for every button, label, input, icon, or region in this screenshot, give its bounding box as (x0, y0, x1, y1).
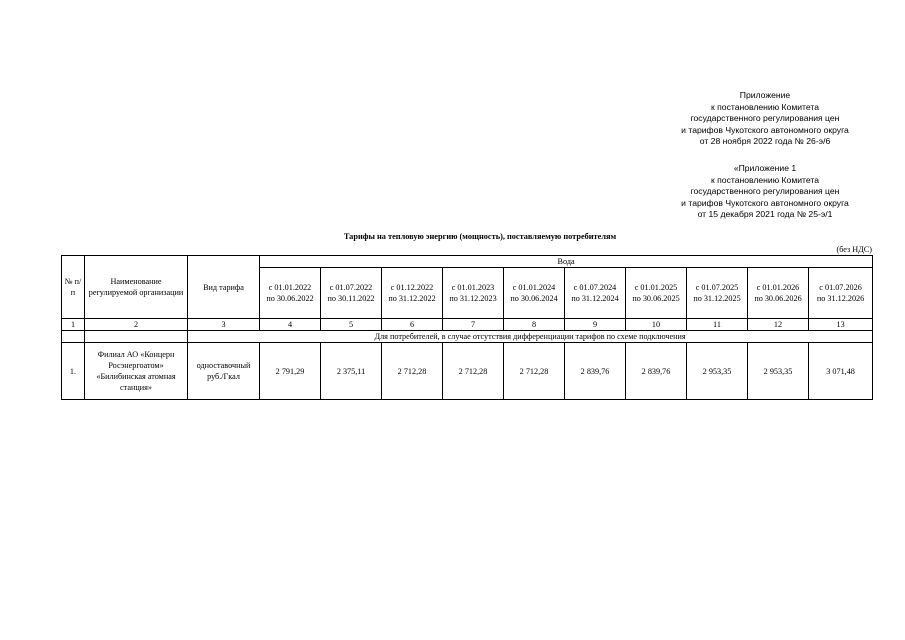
header-period (382, 268, 443, 319)
period-end: по 30.06.2026 (754, 294, 802, 303)
header-period (687, 268, 748, 319)
header-period (260, 268, 321, 319)
tariff-value: 2 712,28 (382, 343, 443, 400)
period-end: по 30.11.2022 (327, 294, 375, 303)
annex-line: «Приложение 1 (733, 163, 797, 173)
period-start: с 01.07.2022 (329, 283, 373, 292)
header-organization: Наименование регулируемой организации (85, 256, 188, 319)
header-period (443, 268, 504, 319)
vat-note: (без НДС) (836, 245, 872, 254)
header-group-water: Вода (260, 256, 873, 268)
column-number: 10 (626, 319, 687, 331)
tariff-value: 2 375,11 (321, 343, 382, 400)
tariff-value: 3 071,48 (809, 343, 873, 400)
subheader-empty-cell (62, 331, 85, 343)
annex-line: государственного регулирования цен (690, 186, 840, 197)
tariff-value: 2 712,28 (443, 343, 504, 400)
period-start: с 01.01.2023 (451, 283, 495, 292)
tariff-value: 2 839,76 (626, 343, 687, 400)
column-number: 12 (748, 319, 809, 331)
column-number: 9 (565, 319, 626, 331)
period-start: с 01.07.2025 (695, 283, 739, 292)
table-row (62, 343, 873, 400)
annex-line: от 28 ноября 2022 года № 26-э/6 (699, 136, 831, 147)
annex-original-block (680, 163, 850, 221)
column-number: 3 (188, 319, 260, 331)
period-start: с 01.07.2024 (573, 283, 617, 292)
annex-line: к постановлению Комитета (710, 101, 819, 112)
tariff-value: 2 791,29 (260, 343, 321, 400)
column-number: 4 (260, 319, 321, 331)
period-end: по 31.12.2022 (388, 294, 436, 303)
document-title: Тарифы на тепловую энергию (мощность), поставляемую потребителям (343, 232, 617, 241)
header-period (504, 268, 565, 319)
column-number: 13 (809, 319, 873, 331)
period-end: по 30.06.2025 (632, 294, 680, 303)
header-period (565, 268, 626, 319)
column-number: 8 (504, 319, 565, 331)
period-end: по 31.12.2023 (449, 294, 497, 303)
period-end: по 31.12.2025 (693, 294, 741, 303)
subheader-consumers: Для потребителей, в случае отсутствия дифференциации тарифов по схеме подключения (188, 331, 873, 343)
annex-line: и тарифов Чукотского автономного округа (681, 197, 849, 208)
annex-line: Приложение (739, 90, 791, 100)
header-tariff-type: Вид тарифа (188, 256, 260, 319)
period-start: с 01.12.2022 (390, 283, 434, 292)
row-tariff-type: одноставочный руб./Гкал (188, 343, 260, 400)
tariff-table (61, 255, 873, 400)
period-start: с 01.07.2026 (819, 283, 862, 292)
tariff-value: 2 839,76 (565, 343, 626, 400)
period-start: с 01.01.2026 (756, 283, 800, 292)
annex-line: и тарифов Чукотского автономного округа (681, 124, 849, 135)
period-end: по 30.06.2022 (266, 294, 314, 303)
subheader-empty-cell (85, 331, 188, 343)
annex-line: к постановлению Комитета (710, 174, 819, 185)
period-start: с 01.01.2024 (512, 283, 556, 292)
period-end: по 30.06.2024 (510, 294, 558, 303)
header-period (321, 268, 382, 319)
annex-current-block (680, 90, 850, 148)
period-start: с 01.01.2022 (268, 283, 312, 292)
annex-line: государственного регулирования цен (690, 113, 840, 124)
row-organization: Филиал АО «Концерн Росэнергоатом» «Билибинская атомная станция» (85, 343, 188, 400)
annex-line: от 15 декабря 2021 года № 25-э/1 (697, 209, 833, 220)
tariff-value: 2 953,35 (748, 343, 809, 400)
column-number: 6 (382, 319, 443, 331)
period-end: по 31.12.2026 (816, 294, 865, 303)
tariff-value: 2 953,35 (687, 343, 748, 400)
column-number: 1 (62, 319, 85, 331)
column-number: 7 (443, 319, 504, 331)
header-period (748, 268, 809, 319)
header-period (626, 268, 687, 319)
header-period (809, 268, 873, 319)
column-number: 2 (85, 319, 188, 331)
period-start: с 01.01.2025 (634, 283, 678, 292)
row-num: 1. (62, 343, 85, 400)
header-num: № п/п (62, 256, 85, 319)
column-number: 5 (321, 319, 382, 331)
tariff-value: 2 712,28 (504, 343, 565, 400)
column-number: 11 (687, 319, 748, 331)
period-end: по 31.12.2024 (571, 294, 619, 303)
